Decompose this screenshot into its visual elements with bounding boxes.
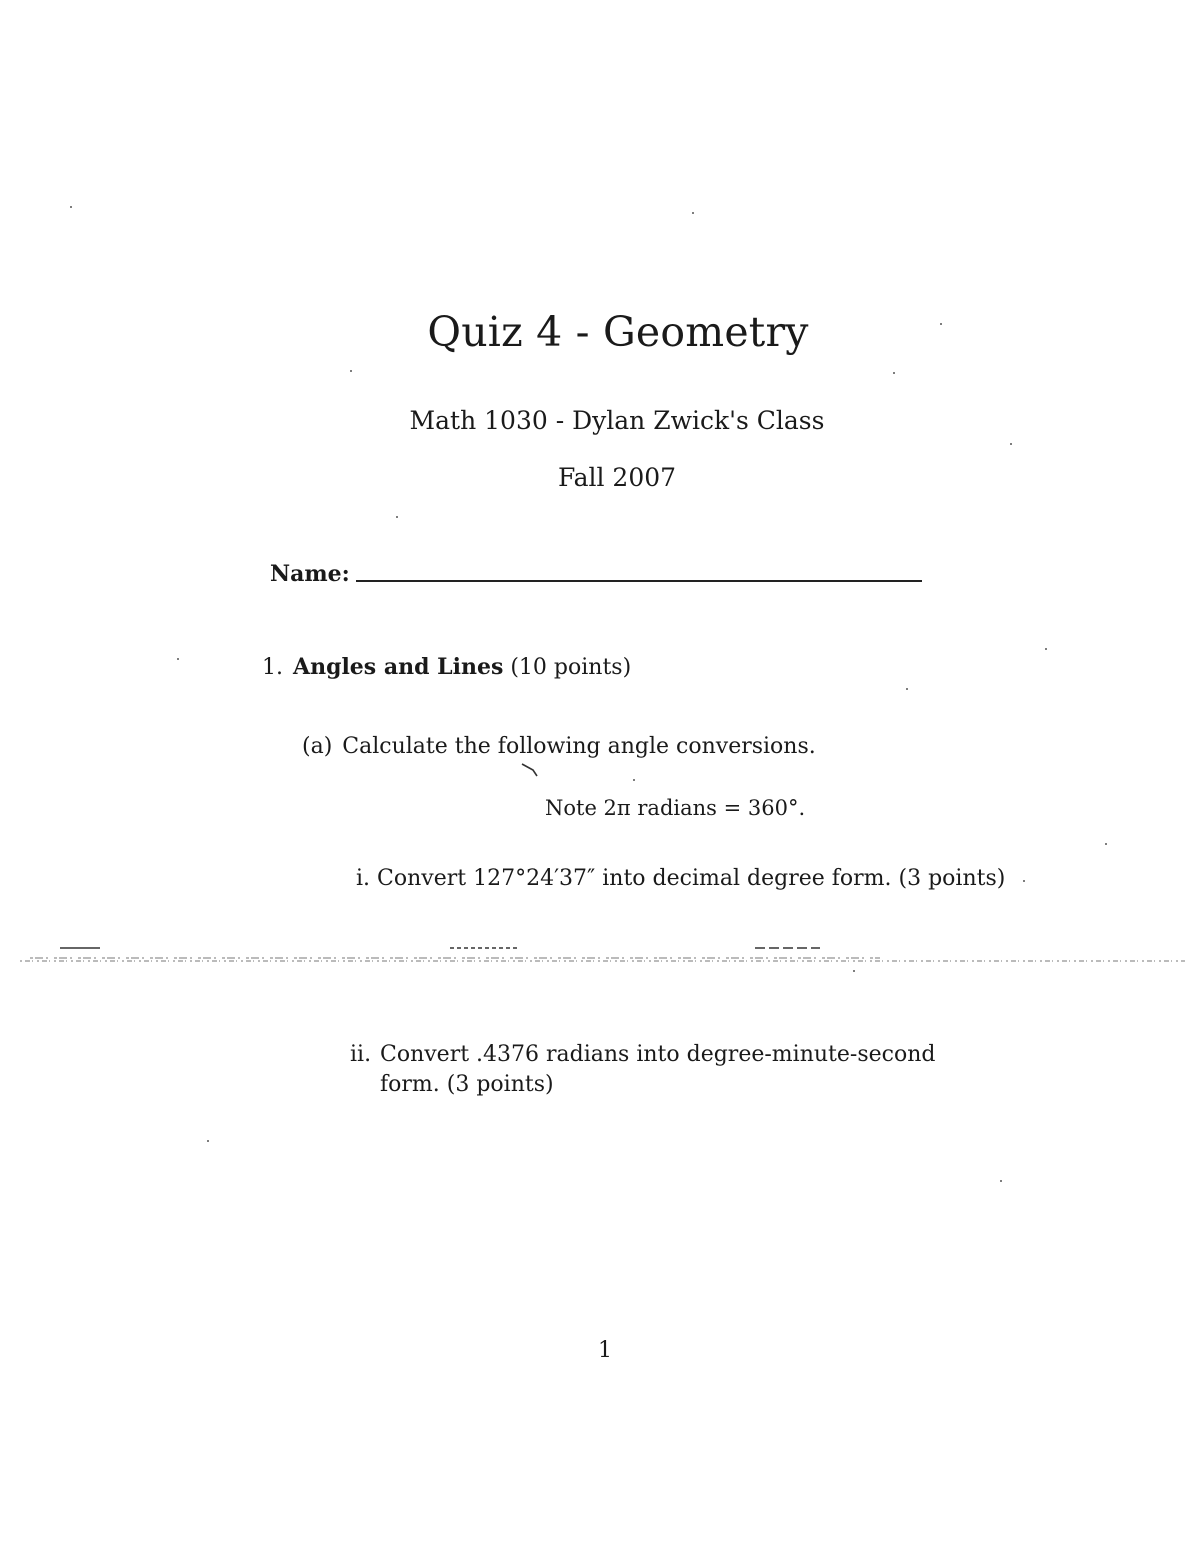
scan-speck	[70, 206, 72, 208]
course-line: Math 1030 - Dylan Zwick's Class	[409, 406, 825, 435]
question-1a-label: (a)	[302, 734, 333, 759]
scan-speck	[853, 970, 855, 972]
scan-speck	[396, 516, 398, 518]
name-blank-line[interactable]	[356, 580, 922, 582]
scan-speck	[893, 372, 895, 374]
scan-speck	[940, 323, 942, 325]
scan-speck	[350, 370, 352, 372]
question-1a-ii-text: Convert .4376 radians into degree-minute-second form. (3 points)	[380, 1042, 936, 1097]
scan-speck	[692, 212, 694, 214]
scan-noise-line	[0, 930, 1200, 980]
conversion-note: Note 2π radians = 360°.	[545, 796, 806, 820]
question-1a-i-text: Convert 127°24′37″ into decimal degree form. (3 points)	[377, 866, 1006, 891]
page-number: 1	[598, 1338, 612, 1363]
question-1a-ii	[350, 1040, 1000, 1100]
question-1a	[302, 734, 816, 759]
name-label: Name:	[270, 561, 350, 587]
scan-speck	[1023, 880, 1025, 882]
pen-mark	[521, 762, 543, 778]
question-1-title: Angles and Lines	[293, 654, 504, 680]
scan-speck	[1045, 648, 1047, 650]
question-1a-ii-label: ii.	[350, 1042, 372, 1067]
scan-speck	[207, 1140, 209, 1142]
term-line: Fall 2007	[557, 463, 677, 492]
scan-speck	[1010, 443, 1012, 445]
question-1a-ii-block	[350, 1040, 1000, 1100]
question-1a-i-label: i.	[356, 866, 371, 891]
scan-speck	[633, 779, 635, 781]
question-1-number: 1.	[262, 655, 283, 680]
scan-speck	[1000, 1180, 1002, 1182]
question-1a-text: Calculate the following angle conversions.	[342, 734, 816, 759]
question-1-heading	[262, 654, 631, 680]
name-field-row	[270, 561, 922, 587]
quiz-title: Quiz 4 - Geometry	[427, 308, 809, 356]
scan-speck	[1105, 843, 1107, 845]
question-1-points: (10 points)	[510, 655, 632, 680]
scan-speck	[906, 688, 908, 690]
scan-speck	[177, 658, 179, 660]
question-1a-i	[356, 866, 1005, 891]
